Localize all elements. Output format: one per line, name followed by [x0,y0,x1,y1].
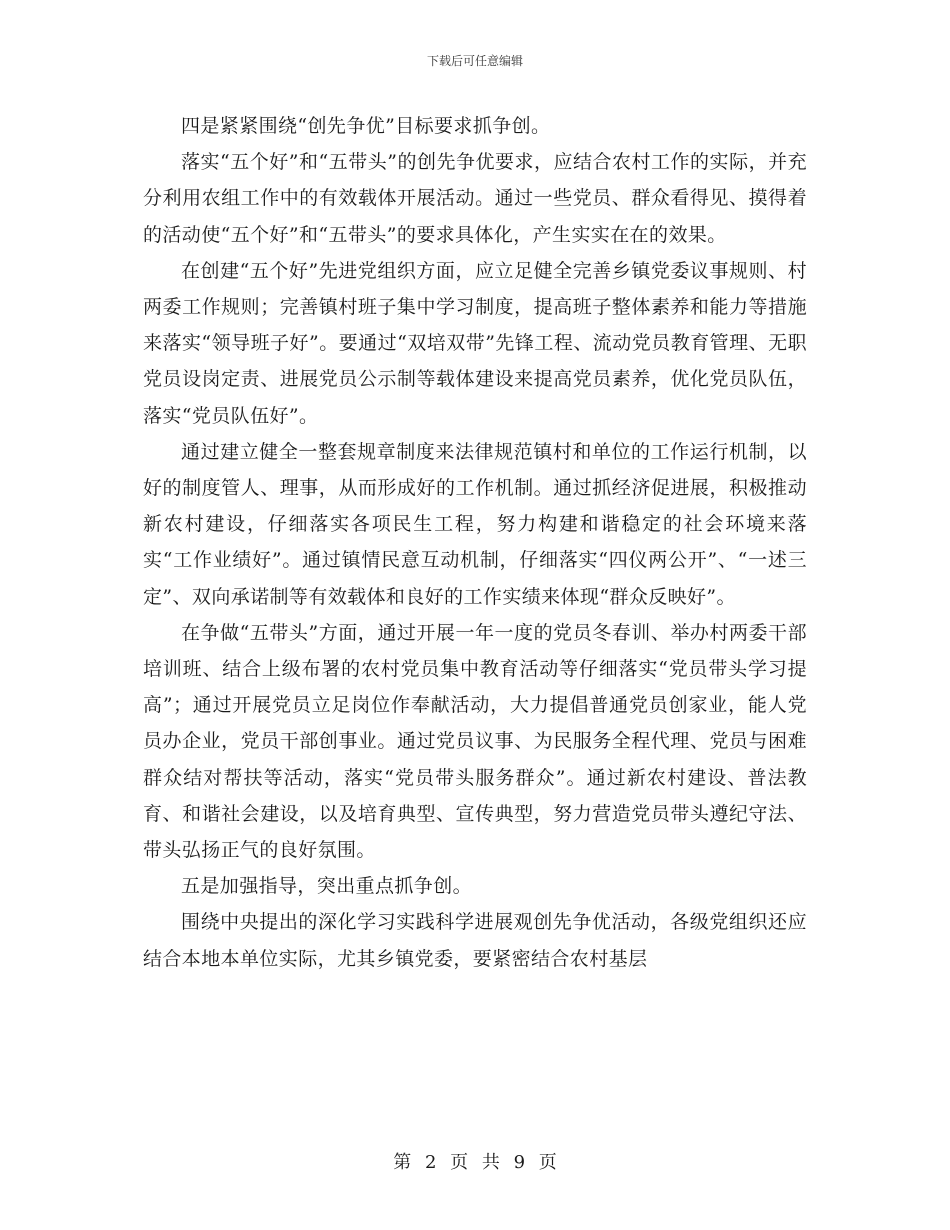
paragraph: 围绕中央提出的深化学习实践科学进展观创先争优活动，各级党组织还应结合本地本单位实际，尤其乡镇党委，要紧密结合农村基层 [143,911,807,970]
paragraph: 四是紧紧围绕“创先争优”目标要求抓争创。 [181,115,551,137]
paragraph: 在创建“五个好”先进党组织方面，应立足健全完善乡镇党委议事规则、村两委工作规则；完善镇村班子集中学习制度，提高班子整体素养和能力等措施来落实“领导班子好”。要通过“双培双带”先锋工程、流动党员教育管理、无职党员设岗定责、进展党员公示制等载体建设来提高党员素养，优化党员队伍，落实“党员队伍好”。 [143,259,807,427]
footer-gong: 共 [481,1152,500,1173]
total-page-number: 9 [513,1152,526,1173]
page-footer [0,1148,950,1174]
header-note: 下载后可任意编辑 [426,54,523,68]
paragraph: 在争做“五带头”方面，通过开展一年一度的党员冬春训、举办村两委干部培训班、结合上级布署的农村党员集中教育活动等仔细落实“党员带头学习提高”；通过开展党员立足岗位作奉献活动，大力提倡普通党员创家业，能人党员办企业，党员干部创事业。通过党员议事、为民服务全程代理、党员与困难群众结对帮扶等活动，落实“党员带头服务群众”。通过新农村建设、普法教育、和谐社会建设，以及培育典型、宣传典型，努力营造党员带头遵纪守法、带头弘扬正气的良好氛围。 [143,621,807,862]
footer-di: 第 [393,1152,412,1173]
footer-ye-2: 页 [538,1152,557,1173]
paragraph: 五是加强指导，突出重点抓争创。 [181,875,473,898]
footer-ye: 页 [450,1152,469,1173]
document-body [143,108,807,977]
paragraph: 通过建立健全一整套规章制度来法律规范镇村和单位的工作运行机制，以好的制度管人、理事，从而形成好的工作机制。通过抓经济促进展，积极推动新农村建设，仔细落实各项民生工程，努力构建和谐稳定的社会环境来落实“工作业绩好”。通过镇情民意互动机制，仔细落实“四仪两公开”、“一述三定”、双向承诺制等有效载体和良好的工作实绩来体现“群众反映好”。 [143,440,807,608]
current-page-number: 2 [424,1152,437,1173]
paragraph: 落实“五个好”和“五带头”的创先争优要求，应结合农村工作的实际，并充分利用农组工作中的有效载体开展活动。通过一些党员、群众看得见、摸得着的活动使“五个好”和“五带头”的要求具体化，产生实实在在的效果。 [143,151,807,246]
